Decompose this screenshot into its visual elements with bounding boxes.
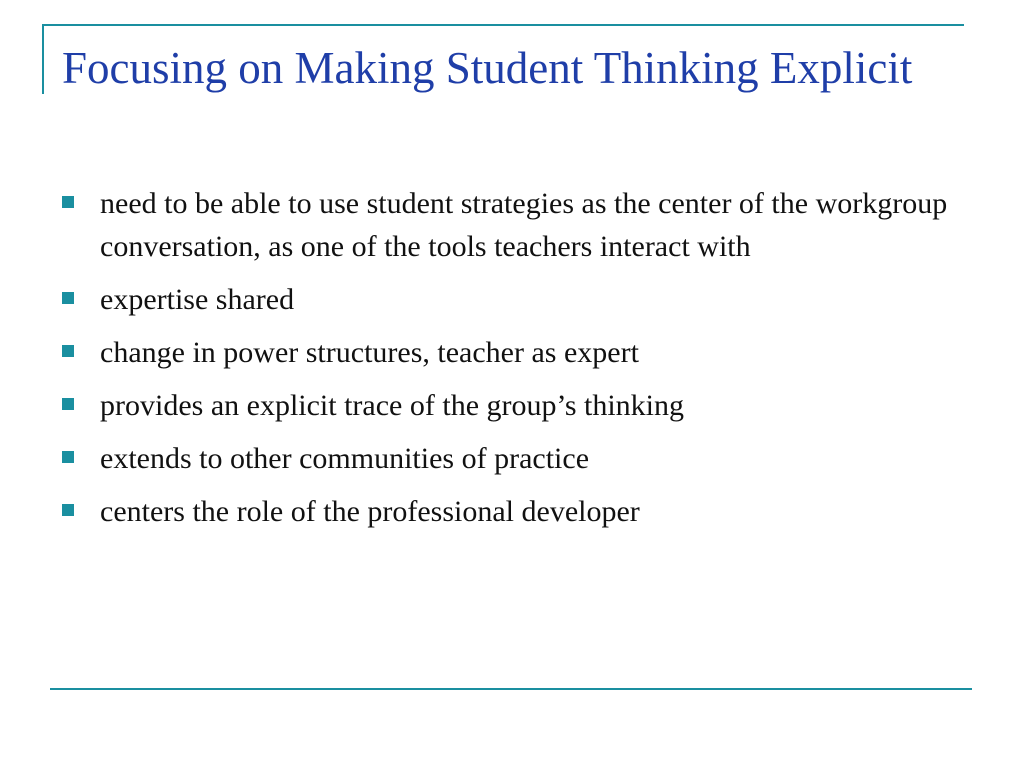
square-bullet-icon (62, 196, 74, 208)
list-item (62, 490, 972, 533)
bullet-text: centers the role of the professional developer (100, 495, 640, 528)
list-item (62, 182, 972, 268)
bullet-text: change in power structures, teacher as expert (100, 336, 639, 369)
bullet-text: expertise shared (100, 283, 295, 316)
list-item (62, 331, 972, 374)
slide-title: Focusing on Making Student Thinking Explicit (62, 43, 913, 93)
list-item (62, 437, 972, 480)
square-bullet-icon (62, 398, 74, 410)
square-bullet-icon (62, 292, 74, 304)
list-item (62, 384, 972, 427)
top-rule (42, 24, 964, 26)
square-bullet-icon (62, 504, 74, 516)
bullet-text: extends to other communities of practice (100, 442, 590, 475)
square-bullet-icon (62, 345, 74, 357)
bullet-text: provides an explicit trace of the group’s thinking (100, 389, 685, 422)
bullet-text: need to be able to use student strategies as the center of the workgroup conversation, as one of the tools teachers interact with (100, 187, 948, 263)
square-bullet-icon (62, 451, 74, 463)
bottom-rule (50, 688, 972, 690)
bullet-list (62, 182, 972, 543)
left-rule (42, 24, 44, 94)
list-item (62, 278, 972, 321)
